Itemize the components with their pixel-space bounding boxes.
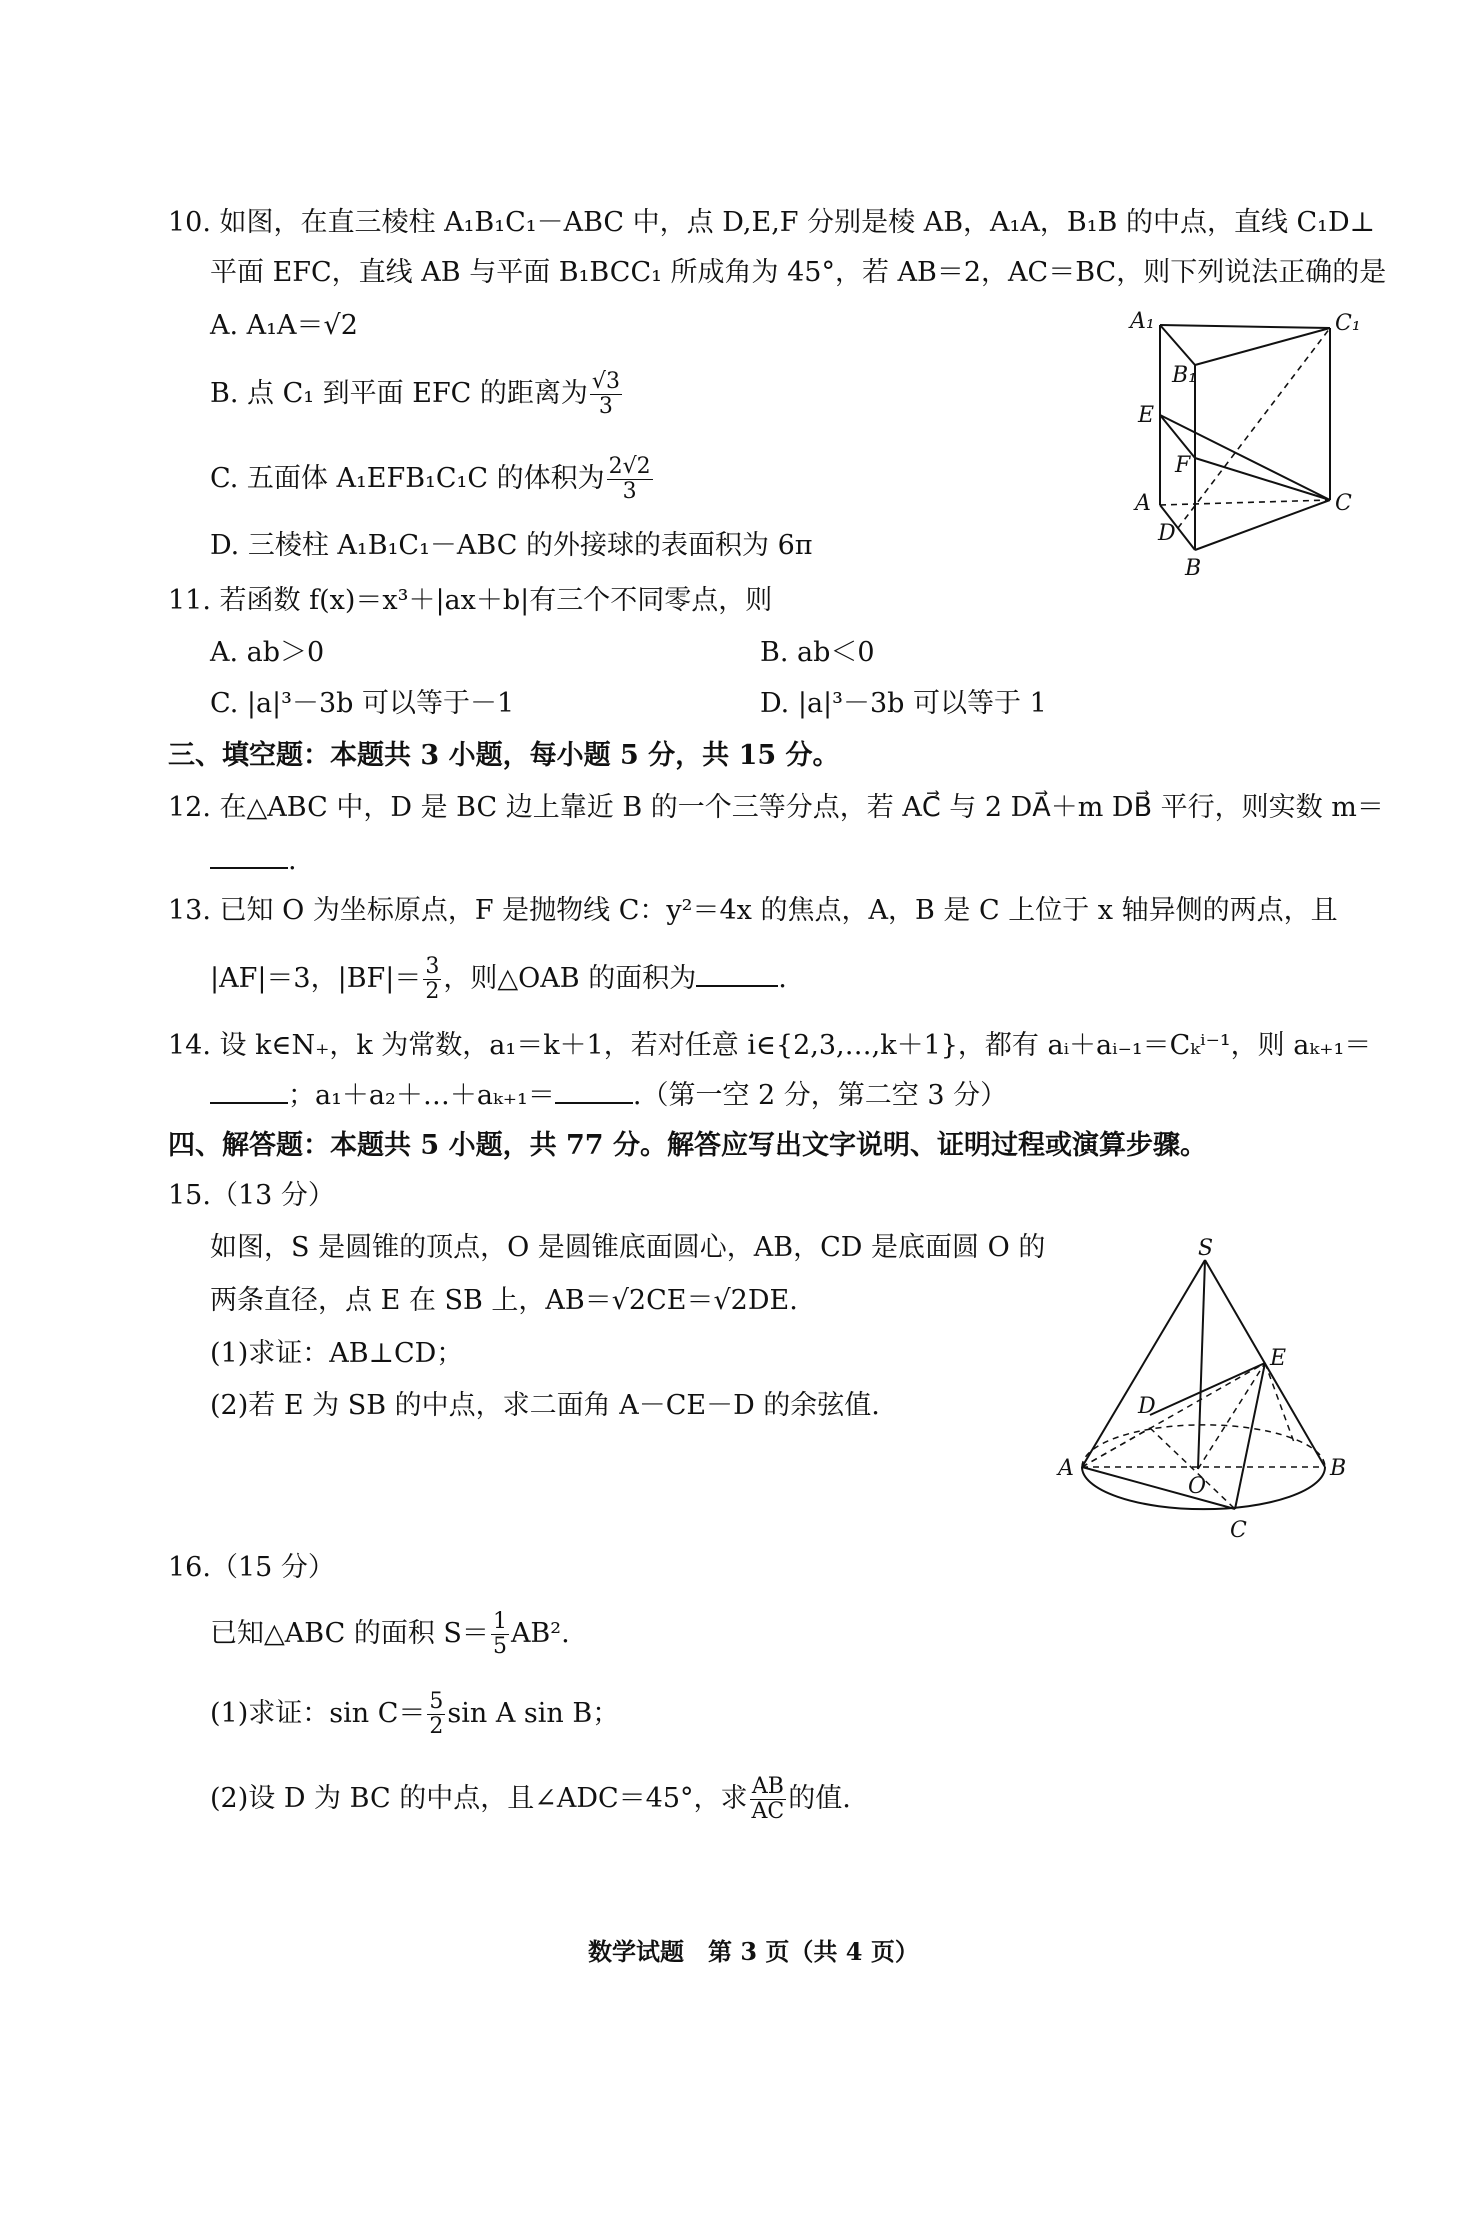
q10-option-b-fraction — [590, 370, 622, 419]
edge-f-c — [1195, 458, 1330, 500]
q14-line1: 14. 设 k∈N₊，k 为常数，a₁＝k＋1，若对任意 i∈{2,3,…,k＋1}，都有 aᵢ＋aᵢ₋₁＝Cₖⁱ⁻¹，则 aₖ₊₁＝ — [168, 1030, 1372, 1061]
label-b1: B₁ — [1172, 363, 1197, 388]
label-c: C — [1335, 491, 1352, 516]
label-e: E — [1138, 403, 1155, 428]
q16-part2-numerator: AB — [750, 1775, 787, 1800]
q16-part2-denominator: AC — [751, 1799, 785, 1825]
q15-header: 15.（13 分） — [168, 1180, 335, 1211]
q10-option-a: A. A₁A＝√2 — [210, 310, 358, 341]
q16-line1 — [210, 1610, 570, 1659]
label-s: S — [1198, 1236, 1214, 1261]
q13-fraction — [423, 955, 441, 1004]
label-c1: C₁ — [1335, 311, 1361, 336]
q10-option-c-text: C. 五面体 A₁EFB₁C₁C 的体积为 — [210, 463, 605, 495]
q11-stem: 11. 若函数 f(x)＝x³＋|ax＋b|有三个不同零点，则 — [168, 585, 773, 616]
q16-line1-post: AB². — [510, 1618, 570, 1650]
q16-part1-post: sin A sin B； — [447, 1698, 620, 1730]
label-a: A — [1058, 1456, 1074, 1481]
q10-option-c — [210, 455, 655, 504]
q10-option-b-text: B. 点 C₁ 到平面 EFC 的距离为 — [210, 378, 588, 410]
q10-stem-line1: 10. 如图，在直三棱柱 A₁B₁C₁－ABC 中，点 D,E,F 分别是棱 AB，A₁A，B₁B 的中点，直线 C₁D⊥ — [168, 207, 1376, 238]
edge-b1-c1 — [1195, 328, 1330, 365]
q15-line2: 两条直径，点 E 在 SB 上，AB＝√2CE＝√2DE. — [210, 1285, 798, 1316]
edge-a-c-hidden — [1160, 500, 1330, 505]
edge-e-c — [1235, 1363, 1265, 1509]
edge-e-aux — [1265, 1363, 1295, 1445]
q13-line2-pre: |AF|＝3，|BF|＝ — [210, 963, 422, 995]
q15-line1: 如图，S 是圆锥的顶点，O 是圆锥底面圆心，AB，CD 是底面圆 O 的 — [210, 1232, 1046, 1263]
q14-answer-blank-2[interactable] — [555, 1101, 633, 1104]
label-a1: A₁ — [1130, 309, 1155, 334]
q16-part2-pre: (2)设 D 为 BC 的中点，且∠ADC＝45°，求 — [210, 1783, 748, 1815]
q11-option-b: B. ab＜0 — [760, 637, 875, 668]
base-back-arc — [1082, 1425, 1325, 1467]
q16-part1-denominator: 2 — [429, 1714, 444, 1740]
q16-line1-fraction — [491, 1610, 509, 1659]
q10-option-c-denominator: 3 — [622, 479, 637, 505]
q10-option-c-fraction — [607, 455, 653, 504]
cone-figure — [1050, 1235, 1350, 1545]
q14-answer-blank-1[interactable] — [210, 1101, 288, 1104]
page-footer: 数学试题 第 3 页（共 4 页） — [588, 1937, 919, 1966]
q16-part1-numerator: 5 — [429, 1689, 444, 1714]
q10-option-d: D. 三棱柱 A₁B₁C₁－ABC 的外接球的表面积为 6π — [210, 530, 813, 561]
q10-option-b — [210, 370, 624, 419]
q16-part2-fraction — [750, 1775, 787, 1824]
label-o: O — [1188, 1474, 1207, 1499]
q16-part2 — [210, 1775, 851, 1824]
edge-s-o — [1198, 1260, 1205, 1469]
label-d: D — [1138, 1394, 1156, 1419]
edge-a1-c1 — [1160, 325, 1330, 328]
edge-a-d — [1082, 1428, 1150, 1467]
q16-part1 — [210, 1690, 619, 1739]
q16-part1-pre: (1)求证：sin C＝ — [210, 1698, 426, 1730]
label-a: A — [1135, 491, 1151, 516]
q16-header: 16.（15 分） — [168, 1552, 335, 1583]
q10-option-c-numerator: 2√2 — [608, 454, 651, 479]
q11-option-a: A. ab＞0 — [210, 637, 325, 668]
label-c: C — [1230, 1518, 1247, 1543]
q15-part1: (1)求证：AB⊥CD； — [210, 1338, 464, 1369]
section-3-heading: 三、填空题：本题共 3 小题，每小题 5 分，共 15 分。 — [168, 740, 840, 771]
label-b: B — [1185, 556, 1202, 580]
edge-d-c1-hidden — [1178, 328, 1330, 528]
edge-s-a — [1082, 1260, 1205, 1467]
q16-line1-denominator: 5 — [492, 1634, 507, 1660]
q13-line2 — [210, 955, 787, 1004]
q13-line2-tail: . — [778, 963, 787, 995]
label-e: E — [1270, 1346, 1287, 1371]
q12-answer-blank[interactable] — [210, 866, 288, 869]
q16-line1-pre: 已知△ABC 的面积 S＝ — [210, 1618, 489, 1650]
label-d: D — [1158, 521, 1176, 546]
q13-line2-post: ，则△OAB 的面积为 — [443, 963, 697, 995]
q16-line1-numerator: 1 — [492, 1609, 507, 1634]
q12-line2 — [210, 845, 297, 877]
q16-part2-post: 的值. — [788, 1783, 851, 1815]
q10-option-b-numerator: √3 — [591, 369, 620, 394]
q13-line1: 13. 已知 O 为坐标原点，F 是抛物线 C：y²＝4x 的焦点，A，B 是 C 上位于 x 轴异侧的两点，且 — [168, 895, 1338, 926]
q10-stem-line2: 平面 EFC，直线 AB 与平面 B₁BCC₁ 所成角为 45°，若 AB＝2，AC＝BC，则下列说法正确的是 — [210, 257, 1387, 288]
q12-line2-tail: . — [288, 845, 297, 876]
q11-option-c: C. |a|³－3b 可以等于－1 — [210, 688, 515, 719]
q10-option-b-denominator: 3 — [598, 394, 613, 420]
label-f: F — [1175, 453, 1191, 478]
q13-fraction-numerator: 3 — [425, 954, 440, 979]
edge-d-e — [1150, 1363, 1265, 1415]
q14-line2-mid: ；a₁＋a₂＋…＋aₖ₊₁＝ — [288, 1080, 555, 1111]
section-4-heading: 四、解答题：本题共 5 小题，共 77 分。解答应写出文字说明、证明过程或演算步骤。 — [168, 1130, 1207, 1161]
q12-line1: 12. 在△ABC 中，D 是 BC 边上靠近 B 的一个三等分点，若 AC⃗ 与 2 DA⃗＋m DB⃗ 平行，则实数 m＝ — [168, 792, 1384, 823]
label-b: B — [1330, 1456, 1347, 1481]
q13-fraction-denominator: 2 — [425, 979, 440, 1005]
q16-part1-fraction — [427, 1690, 445, 1739]
q14-line2 — [210, 1080, 1007, 1112]
q11-option-d: D. |a|³－3b 可以等于 1 — [760, 688, 1047, 719]
edge-b-c — [1195, 500, 1330, 550]
edge-a1-b1 — [1160, 325, 1195, 365]
edge-e-f — [1160, 415, 1195, 458]
q14-line2-tail: .（第一空 2 分，第二空 3 分） — [632, 1080, 1008, 1111]
q13-answer-blank[interactable] — [696, 984, 778, 987]
prism-figure — [1120, 300, 1370, 580]
edge-a-c — [1082, 1467, 1235, 1509]
q15-part2: (2)若 E 为 SB 的中点，求二面角 A－CE－D 的余弦值. — [210, 1390, 880, 1421]
